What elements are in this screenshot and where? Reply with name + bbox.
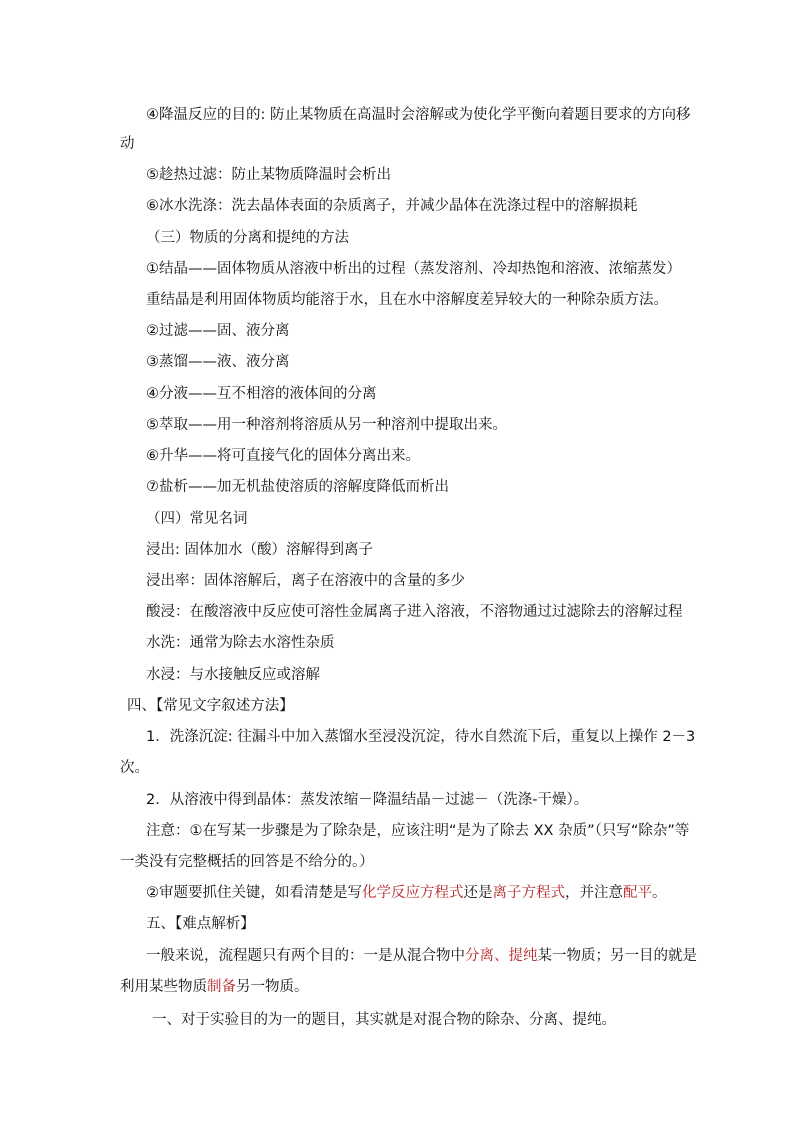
analysis-text: 某一物质；另一目的就是 — [537, 948, 697, 964]
item4-line1: ④降温反应的目的: 防止某物质在高温时会溶解或为使化学平衡向着题目要求的方向移 — [146, 107, 691, 123]
separation-item: ⑥升华——将可直接气化的固体分离出来。 — [146, 448, 420, 464]
note2-text: ②审题要抓住关键，如看清楚是写 — [146, 885, 362, 901]
method-item1-line2: 次。 — [120, 760, 149, 776]
note2-highlight: 离子方程式 — [492, 885, 565, 901]
separation-heading: （三）物质的分离和提纯的方法 — [146, 230, 349, 246]
note2-highlight: 化学反应方程式 — [362, 885, 464, 901]
analysis-p3: 一、对于实验目的为一的题目，其实就是对混合物的除杂、分离、提纯。 — [152, 1012, 616, 1028]
analysis-text: 另一物质。 — [236, 979, 309, 995]
method-item1-line1: 1．洗涤沉淀: 往漏斗中加入蒸馏水至浸没沉淀，待水自然流下后，重复以上操作 2－3 — [146, 729, 696, 745]
methods-heading: 四、【常见文字叙述方法】 — [127, 698, 294, 714]
note-line1: 注意：①在写某一步骤是为了除杂是，应该注明“是为了除去 XX 杂质”（只写“除杂”等 — [146, 823, 690, 839]
separation-item: ④分液——互不相溶的液体间的分离 — [146, 386, 377, 402]
separation-item: ⑦盐析——加无机盐使溶质的溶解度降低而析出 — [146, 479, 449, 495]
term-item: 酸浸：在酸溶液中反应使可溶性金属离子进入溶液，不溶物通过过滤除去的溶解过程 — [146, 604, 683, 620]
analysis-p2 — [120, 977, 309, 997]
analysis-heading: 五、【难点解析】 — [146, 916, 255, 932]
analysis-highlight: 分离、提纯 — [465, 948, 538, 964]
term-item: 浸出: 固体加水（酸）溶解得到离子 — [146, 542, 373, 558]
separation-item: ③蒸馏——液、液分离 — [146, 354, 290, 370]
note2 — [146, 883, 667, 903]
separation-item: ①结晶——固体物质从溶液中析出的过程（蒸发溶剂、冷却热饱和溶液、浓缩蒸发） — [146, 261, 681, 277]
term-item: 浸出率：固体溶解后，离子在溶液中的含量的多少 — [146, 573, 465, 589]
note-line2: 一类没有完整概括的回答是不给分的。） — [120, 854, 374, 870]
note2-text: 还是 — [463, 885, 493, 901]
separation-item: ⑤萃取——用一种溶剂将溶质从另一种溶剂中提取出来。 — [146, 417, 507, 433]
item4-line2: 动 — [120, 136, 135, 152]
analysis-highlight: 制备 — [207, 979, 236, 995]
item5: ⑤趁热过滤：防止某物质降温时会析出 — [146, 167, 391, 183]
separation-item: ②过滤——固、液分离 — [146, 323, 290, 339]
analysis-text: 一般来说，流程题只有两个目的：一是从混合物中 — [146, 948, 465, 964]
method-item2: 2．从溶液中得到晶体：蒸发浓缩－降温结晶－过滤－（洗涤-干燥）。 — [146, 792, 589, 808]
note2-text: 。 — [652, 885, 667, 901]
item6: ⑥冰水洗涤：洗去晶体表面的杂质离子，并减少晶体在洗涤过程中的溶解损耗 — [146, 198, 638, 214]
term-item: 水洗：通常为除去水溶性杂质 — [146, 635, 335, 651]
note2-text: ，并注意 — [565, 885, 623, 901]
terms-heading: （四）常见名词 — [146, 511, 248, 527]
note2-highlight: 配平 — [623, 885, 652, 901]
analysis-p1 — [146, 946, 697, 966]
analysis-text: 利用某些物质 — [120, 979, 207, 995]
term-item: 水浸：与水接触反应或溶解 — [146, 667, 320, 683]
separation-item: 重结晶是利用固体物质均能溶于水，且在水中溶解度差异较大的一种除杂质方法。 — [146, 292, 668, 308]
